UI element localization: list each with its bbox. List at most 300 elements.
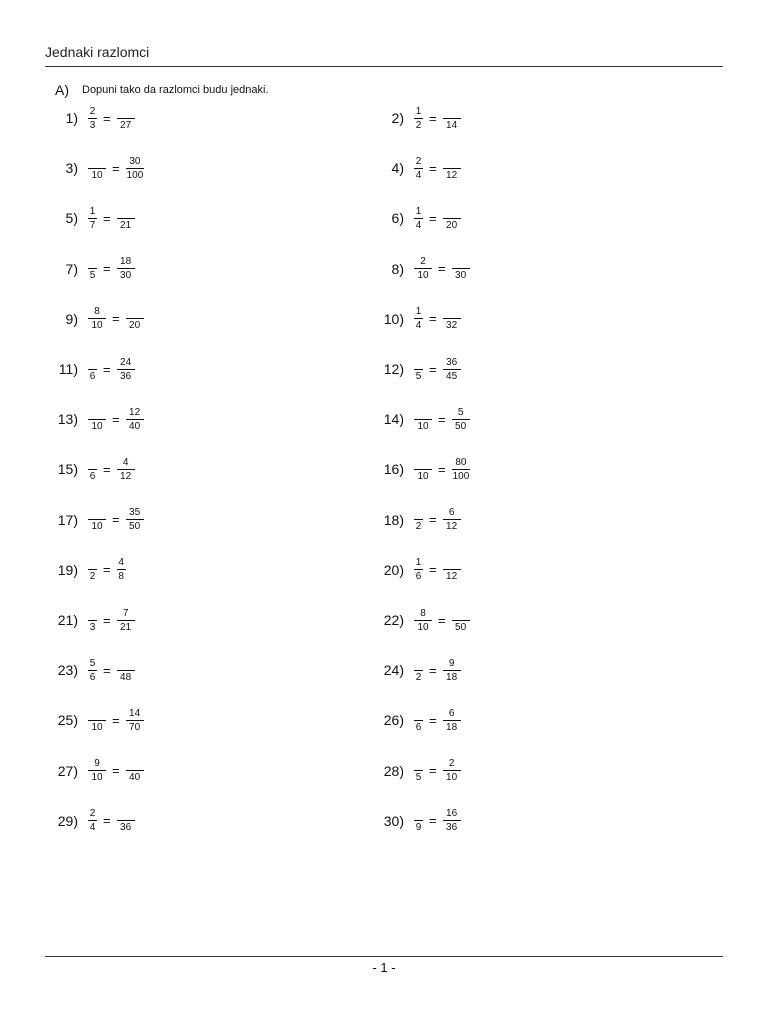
fraction-bar [414,369,423,370]
fraction-bar [88,720,106,721]
problem-number: 16) [383,461,404,478]
problem-number: 8) [391,260,404,277]
left-numerator: 1 [415,557,422,569]
right-numerator[interactable] [125,106,127,117]
fraction-bar [117,118,135,119]
equals-sign: = [103,261,111,277]
problem-item [32,604,135,636]
equals-sign: = [429,763,437,779]
right-denominator: 100 [452,470,470,482]
left-numerator[interactable] [418,357,420,368]
left-denominator: 10 [91,169,103,181]
fraction-bar [117,820,135,821]
left-denominator: 9 [415,822,422,834]
left-numerator[interactable] [96,156,98,167]
problem-number: 9) [65,310,78,327]
problem-item [32,353,135,385]
problem-number: 21) [57,612,78,628]
equals-sign: = [429,712,437,728]
left-fraction [414,608,432,633]
fraction-bar [443,569,461,570]
left-fraction [88,507,106,532]
right-denominator: 12 [120,470,132,482]
right-fraction [452,407,470,432]
left-fraction [414,758,423,783]
left-fraction [414,457,432,482]
left-fraction [88,357,97,382]
problem-number: 28) [383,762,404,779]
right-numerator: 24 [120,356,132,368]
left-denominator: 10 [417,470,429,482]
fraction-bar [88,268,97,269]
problem-number: 26) [383,712,404,729]
right-fraction [443,156,461,181]
left-denominator: 10 [417,270,429,282]
fraction-bar [88,519,106,520]
left-fraction [88,808,97,833]
right-numerator: 16 [446,808,458,820]
left-denominator: 10 [417,420,429,432]
left-denominator: 5 [415,772,422,784]
fraction-bar [443,318,461,319]
fraction-bar [88,569,97,570]
fraction-bar [126,168,145,169]
left-fraction [88,256,97,281]
left-fraction [414,156,423,181]
left-denominator: 4 [415,219,422,231]
problem-item [32,504,144,536]
problem-number: 17) [57,511,78,528]
right-numerator[interactable] [451,557,453,568]
equals-sign: = [429,512,437,528]
problem-number: 22) [383,612,404,628]
right-fraction [117,808,135,833]
fraction-bar [414,569,423,570]
left-denominator: 6 [89,470,96,482]
right-denominator: 40 [129,772,141,784]
left-numerator[interactable] [96,708,98,719]
fraction-bar [88,670,97,671]
right-denominator: 36 [120,822,132,834]
left-numerator: 1 [89,205,96,217]
problem-number: 11) [58,361,78,377]
fraction-bar [414,469,432,470]
left-numerator: 2 [89,105,96,117]
problem-number: 2) [391,110,404,126]
left-fraction [88,306,106,331]
problem-item [32,704,144,736]
fraction-bar [443,519,461,520]
problem-number: 1) [65,110,78,126]
section-label: A) [55,82,69,98]
equals-sign: = [112,712,120,728]
left-denominator: 6 [89,370,96,382]
right-denominator: 12 [446,521,458,533]
left-numerator[interactable] [418,808,420,819]
left-denominator: 6 [89,671,96,683]
right-fraction [117,256,135,281]
right-fraction [126,708,144,733]
left-denominator: 10 [91,721,103,733]
fraction-bar [88,770,106,771]
problem-number: 19) [57,561,78,578]
problem-number: 4) [391,160,404,177]
right-denominator: 8 [118,571,124,583]
left-fraction [414,407,432,432]
fraction-bar [414,770,423,771]
problem-number: 5) [65,210,78,227]
problem-item [358,253,470,285]
left-numerator[interactable] [92,557,94,568]
problem-item [32,253,135,285]
left-numerator[interactable] [92,608,94,619]
equals-sign: = [103,612,111,628]
fraction-bar [88,469,97,470]
equals-sign: = [438,612,446,628]
equals-sign: = [103,210,111,226]
right-fraction [452,256,470,281]
problem-item [32,554,126,586]
right-fraction [443,708,461,733]
left-denominator: 5 [415,370,422,382]
right-fraction [443,306,461,331]
problem-number: 20) [383,561,404,578]
problem-number: 10) [383,310,404,327]
right-numerator: 36 [446,356,458,368]
right-numerator[interactable] [451,106,453,117]
fraction-bar [88,419,106,420]
right-numerator[interactable] [460,608,462,619]
right-fraction [126,407,144,432]
left-numerator[interactable] [418,708,420,719]
instructions-text: Dopuni tako da razlomci budu jednaki. [82,84,269,96]
problem-item [32,654,135,686]
equals-sign: = [103,662,111,678]
right-numerator[interactable] [125,808,127,819]
right-denominator: 50 [455,420,467,432]
fraction-bar [414,519,423,520]
right-numerator: 7 [122,607,129,619]
fraction-bar [414,620,432,621]
equals-sign: = [438,261,446,277]
right-numerator[interactable] [125,658,127,669]
left-numerator: 1 [415,306,422,318]
left-fraction [88,206,97,231]
right-fraction [443,557,461,582]
equals-sign: = [112,311,120,327]
right-denominator: 20 [446,219,458,231]
left-fraction [88,407,106,432]
equals-sign: = [438,411,446,427]
right-numerator[interactable] [451,206,453,217]
right-numerator: 6 [448,507,455,519]
problem-number: 23) [57,662,78,679]
left-numerator: 5 [89,657,96,669]
problem-item [32,152,144,184]
problem-item [32,202,135,234]
left-fraction [414,507,423,532]
problem-item [358,152,461,184]
fraction-bar [117,369,135,370]
right-fraction [117,608,135,633]
equals-sign: = [429,813,437,829]
right-denominator: 36 [120,370,132,382]
left-fraction [88,156,106,181]
fraction-bar [117,268,135,269]
left-numerator: 1 [415,105,422,117]
right-numerator: 5 [457,406,464,418]
fraction-bar [126,318,144,319]
right-fraction [443,658,461,683]
right-numerator: 6 [448,707,455,719]
fraction-bar [414,218,423,219]
fraction-bar [443,118,461,119]
fraction-bar [88,620,97,621]
problem-number: 7) [65,260,78,277]
left-numerator[interactable] [92,357,94,368]
problem-number: 29) [57,812,78,829]
left-numerator: 8 [94,306,100,318]
right-denominator: 30 [455,270,467,282]
problem-number: 24) [383,662,404,679]
equals-sign: = [103,110,111,126]
fraction-bar [414,268,432,269]
problem-item [358,604,470,636]
left-numerator[interactable] [92,256,94,267]
left-denominator: 10 [417,621,429,633]
left-numerator: 2 [415,155,422,167]
problem-item [32,755,144,787]
problem-item [358,202,461,234]
problem-item [358,654,461,686]
footer-divider [45,956,723,957]
left-numerator[interactable] [92,457,94,468]
left-numerator: 8 [420,607,426,619]
fraction-bar [88,218,97,219]
left-fraction [414,658,423,683]
left-numerator[interactable] [418,758,420,769]
equals-sign: = [429,662,437,678]
equals-sign: = [112,512,120,528]
fraction-bar [88,118,97,119]
problem-number: 15) [57,461,78,478]
fraction-bar [88,168,106,169]
fraction-bar [88,820,97,821]
fraction-bar [414,720,423,721]
right-denominator: 18 [446,671,458,683]
left-numerator[interactable] [418,507,420,518]
left-fraction [414,557,423,582]
problem-number: 27) [57,762,78,779]
fraction-bar [117,569,126,570]
fraction-bar [117,620,135,621]
right-denominator: 21 [120,621,132,633]
right-numerator[interactable] [460,256,462,267]
left-fraction [414,357,423,382]
page-number: - 1 - [372,960,396,975]
right-numerator: 9 [448,657,455,669]
left-denominator: 4 [415,320,422,332]
right-numerator[interactable] [134,758,136,769]
equals-sign: = [112,411,120,427]
left-denominator: 4 [415,169,422,181]
left-fraction [88,608,97,633]
equals-sign: = [438,461,446,477]
left-fraction [88,658,97,683]
problem-item [358,755,461,787]
problem-number: 18) [383,511,404,528]
fraction-bar [117,670,135,671]
left-denominator: 10 [91,420,103,432]
right-denominator: 12 [446,571,458,583]
left-denominator: 5 [89,270,96,282]
right-fraction [117,457,135,482]
right-numerator[interactable] [451,156,453,167]
left-numerator: 2 [420,256,426,268]
left-numerator[interactable] [96,507,98,518]
fraction-bar [126,419,144,420]
left-fraction [414,206,423,231]
equals-sign: = [429,210,437,226]
left-numerator[interactable] [422,407,424,418]
problem-item [358,102,461,134]
right-numerator[interactable] [451,306,453,317]
problem-item [32,303,144,335]
equals-sign: = [103,562,111,578]
fraction-bar [443,820,461,821]
right-fraction [126,507,144,532]
problem-number: 30) [383,812,404,829]
left-denominator: 6 [415,721,422,733]
problem-item [358,704,461,736]
left-denominator: 6 [415,571,422,583]
problem-item [358,453,470,485]
left-numerator[interactable] [96,407,98,418]
right-fraction [126,156,145,181]
right-numerator: 2 [448,758,455,770]
left-numerator: 1 [415,205,422,217]
fraction-bar [126,720,144,721]
left-denominator: 2 [415,521,422,533]
fraction-bar [88,318,106,319]
left-fraction [88,106,97,131]
right-fraction [117,106,135,131]
problem-item [32,403,144,435]
right-numerator: 14 [129,707,141,719]
right-fraction [452,608,470,633]
right-denominator: 27 [120,119,132,131]
fraction-bar [414,118,423,119]
left-fraction [88,708,106,733]
right-fraction [126,758,144,783]
left-denominator: 10 [91,772,103,784]
right-fraction [117,557,126,582]
equals-sign: = [112,160,120,176]
left-fraction [88,457,97,482]
fraction-bar [452,620,470,621]
right-numerator[interactable] [134,306,136,317]
problem-number: 14) [383,411,404,428]
left-numerator[interactable] [418,658,420,669]
right-fraction [117,658,135,683]
right-denominator: 36 [446,822,458,834]
left-denominator: 3 [89,119,96,131]
right-denominator: 48 [120,671,132,683]
left-fraction [414,256,432,281]
left-numerator[interactable] [422,457,424,468]
right-denominator: 20 [129,320,141,332]
left-denominator: 7 [89,219,96,231]
right-numerator: 18 [120,256,132,268]
fraction-bar [126,519,144,520]
right-fraction [117,206,135,231]
right-denominator: 12 [446,169,458,181]
right-fraction [443,808,461,833]
right-fraction [443,206,461,231]
fraction-bar [414,820,423,821]
left-denominator: 3 [89,621,96,633]
right-numerator: 4 [118,557,124,569]
left-denominator: 2 [415,119,422,131]
right-denominator: 18 [446,721,458,733]
right-numerator: 30 [129,155,141,167]
problem-item [358,554,461,586]
right-fraction [443,357,461,382]
left-denominator: 10 [91,320,103,332]
fraction-bar [452,419,470,420]
page-title: Jednaki razlomci [45,44,150,60]
equals-sign: = [112,763,120,779]
right-numerator: 12 [129,406,141,418]
fraction-bar [443,218,461,219]
problem-number: 12) [383,361,404,377]
right-denominator: 50 [455,621,467,633]
right-fraction [126,306,144,331]
problem-item [32,453,135,485]
problem-number: 3) [65,160,78,177]
right-numerator: 4 [122,456,129,468]
right-denominator: 70 [129,721,141,733]
right-numerator: 35 [129,507,141,519]
right-denominator: 14 [446,119,458,131]
right-numerator[interactable] [125,206,127,217]
left-denominator: 2 [89,571,96,583]
fraction-bar [88,369,97,370]
right-denominator: 10 [446,772,458,784]
right-fraction [117,357,135,382]
left-fraction [414,708,423,733]
equals-sign: = [429,110,437,126]
fraction-bar [117,218,135,219]
right-fraction [443,758,461,783]
problem-item [32,805,135,837]
right-denominator: 40 [129,420,141,432]
right-fraction [443,106,461,131]
right-denominator: 30 [120,270,132,282]
equals-sign: = [103,813,111,829]
fraction-bar [414,419,432,420]
fraction-bar [452,469,471,470]
fraction-bar [443,770,461,771]
problem-item [358,303,461,335]
fraction-bar [443,670,461,671]
equals-sign: = [103,361,111,377]
equals-sign: = [429,160,437,176]
problem-item [358,403,470,435]
problem-item [358,805,461,837]
problem-item [358,353,461,385]
left-fraction [414,106,423,131]
